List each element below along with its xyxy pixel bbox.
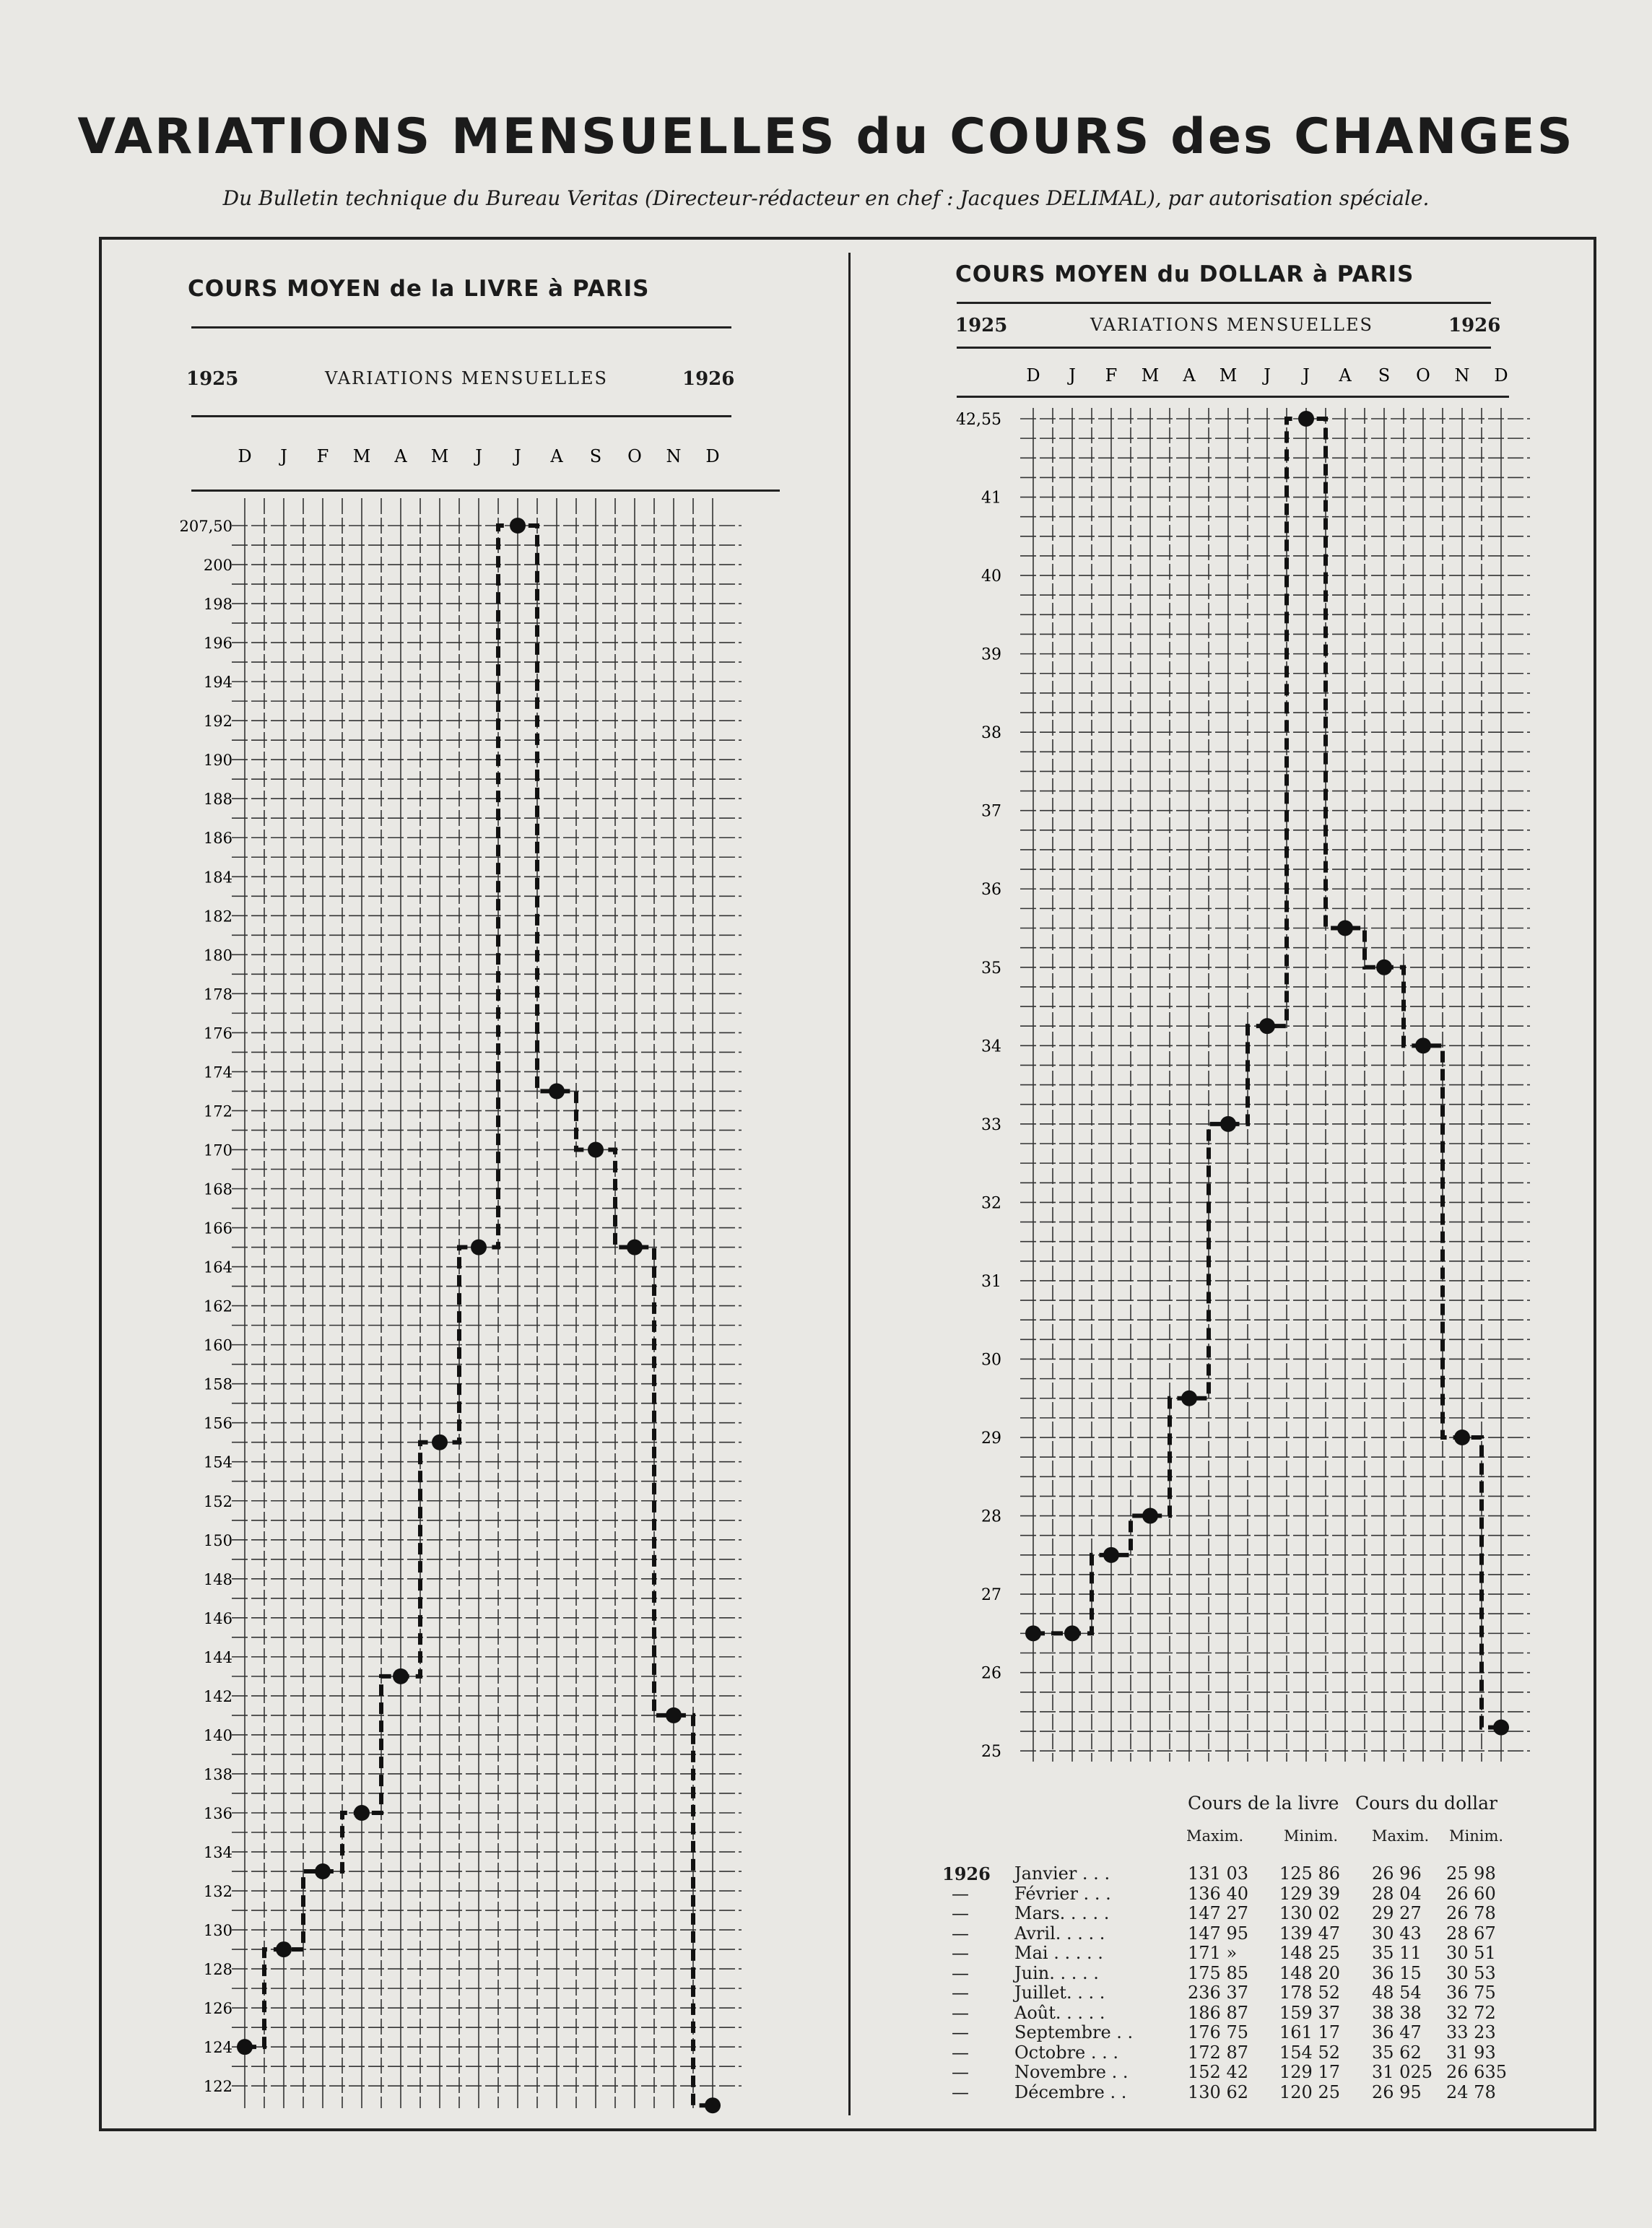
livre-data-point	[237, 2039, 253, 2055]
livre-month-label: J	[475, 446, 482, 466]
dollar-y-tick-label: 26	[981, 1664, 1001, 1683]
table-cell-livre-max: 236 37	[1188, 1983, 1248, 2003]
table-cell-dollar-min: 26 635	[1446, 2062, 1507, 2082]
dollar-month-label: J	[1069, 365, 1076, 386]
livre-data-point	[471, 1240, 487, 1256]
dollar-y-tick-label: 30	[981, 1351, 1001, 1370]
livre-y-tick-label: 200	[203, 557, 232, 575]
livre-month-label: F	[316, 446, 329, 466]
livre-y-tick-label: 198	[203, 596, 232, 614]
table-cell-dollar-min: 31 93	[1446, 2042, 1496, 2063]
dollar-y-tick-label: 25	[981, 1743, 1001, 1762]
dollar-month-label: O	[1416, 365, 1430, 386]
table-cell-livre-max: 147 95	[1188, 1923, 1248, 1944]
table-cell-month: Mai . . . . .	[1014, 1943, 1103, 1963]
livre-chart-title: COURS MOYEN de la LIVRE à PARIS	[188, 276, 650, 302]
table-cell-dollar-max: 48 54	[1372, 1983, 1422, 2003]
dollar-month-label: M	[1219, 365, 1238, 386]
livre-data-point	[705, 2097, 721, 2113]
livre-y-tick-label: 196	[203, 635, 232, 653]
livre-y-tick-label: 132	[203, 1883, 232, 1901]
livre-y-tick-label: 152	[203, 1492, 232, 1510]
livre-data-point	[510, 518, 526, 534]
livre-y-tick-label: 162	[203, 1297, 232, 1315]
table-cell-month: Octobre . . .	[1014, 2042, 1119, 2063]
table-cell-prefix: —	[952, 1943, 969, 1963]
dollar-data-point	[1454, 1430, 1470, 1445]
livre-y-tick-label: 124	[203, 2039, 232, 2057]
table-cell-month: Juillet. . . .	[1014, 1983, 1105, 2003]
livre-y-tick-label: 122	[203, 2078, 232, 2096]
livre-y-tick-label: 164	[203, 1258, 232, 1276]
livre-y-tick-label: 134	[203, 1844, 232, 1862]
table-col-livre-max: Maxim.	[1186, 1827, 1244, 1845]
dollar-data-point	[1025, 1625, 1041, 1641]
table-cell-dollar-min: 25 98	[1446, 1863, 1496, 1884]
livre-y-tick-label: 168	[203, 1180, 232, 1198]
livre-y-tick-label: 138	[203, 1765, 232, 1783]
livre-y-tick-label: 176	[203, 1024, 232, 1043]
table-cell-month: Février . . .	[1014, 1883, 1111, 1904]
table-cell-livre-max: 147 27	[1188, 1903, 1248, 1923]
dollar-y-tick-label: 29	[981, 1430, 1001, 1448]
table-cell-month: Août. . . . .	[1014, 2002, 1105, 2023]
livre-y-tick-label: 130	[203, 1922, 232, 1940]
dollar-month-label: D	[1026, 365, 1040, 386]
dollar-y-tick-label: 34	[981, 1037, 1001, 1056]
table-cell-livre-min: 125 86	[1279, 1863, 1340, 1884]
livre-data-point	[627, 1240, 643, 1256]
livre-month-label: N	[666, 446, 682, 466]
table-cell-dollar-max: 35 62	[1372, 2042, 1422, 2063]
dollar-data-point	[1415, 1037, 1431, 1053]
livre-y-tick-label: 126	[203, 2000, 232, 2018]
table-cell-month: Novembre . .	[1014, 2062, 1129, 2082]
dollar-month-label: D	[1494, 365, 1508, 386]
table-cell-month: Décembre . .	[1014, 2081, 1127, 2102]
dollar-data-point	[1493, 1720, 1509, 1736]
table-cell-dollar-max: 26 96	[1372, 1863, 1422, 1884]
table-cell-livre-max: 186 87	[1188, 2002, 1248, 2023]
dollar-y-tick-label: 27	[981, 1586, 1001, 1605]
page-title: VARIATIONS MENSUELLES du COURS des CHANGES	[77, 108, 1575, 165]
dollar-month-label: F	[1105, 365, 1118, 386]
dollar-month-label: N	[1454, 365, 1470, 386]
livre-month-label: A	[394, 446, 407, 466]
livre-month-label: M	[352, 446, 371, 466]
table-cell-prefix: —	[952, 2002, 969, 2023]
table-cell-dollar-min: 30 53	[1446, 1962, 1496, 1983]
table-cell-livre-max: 176 75	[1188, 2022, 1248, 2042]
dollar-month-label: M	[1141, 365, 1160, 386]
table-cell-dollar-max: 31 025	[1372, 2062, 1433, 2082]
table-cell-livre-min: 161 17	[1279, 2022, 1340, 2042]
dollar-y-tick-label: 41	[981, 489, 1001, 508]
dollar-data-point	[1298, 411, 1314, 427]
table-cell-dollar-min: 30 51	[1446, 1943, 1496, 1963]
livre-y-tick-label: 178	[203, 985, 232, 1004]
table-cell-livre-min: 139 47	[1279, 1923, 1340, 1944]
table-cell-prefix: —	[952, 1923, 969, 1944]
table-cell-dollar-max: 35 11	[1372, 1943, 1422, 1963]
livre-y-tick-label: 184	[203, 869, 232, 887]
livre-data-point	[588, 1141, 604, 1157]
dollar-data-point	[1220, 1116, 1236, 1132]
table-cell-prefix: —	[952, 2081, 969, 2102]
dollar-y-tick-label: 31	[981, 1272, 1001, 1291]
livre-data-point	[549, 1083, 565, 1099]
livre-y-tick-label: 192	[203, 713, 232, 731]
dollar-year-start: 1925	[955, 315, 1008, 336]
livre-y-tick-label: 188	[203, 791, 232, 809]
dollar-year-end: 1926	[1448, 315, 1501, 336]
table-cell-dollar-min: 28 67	[1446, 1923, 1496, 1944]
table-cell-dollar-max: 36 15	[1372, 1962, 1422, 1983]
dollar-y-tick-label: 35	[981, 959, 1001, 978]
dollar-data-point	[1064, 1625, 1080, 1641]
livre-y-tick-label: 172	[203, 1102, 232, 1120]
table-cell-livre-min: 178 52	[1279, 1983, 1340, 2003]
table-cell-livre-max: 131 03	[1188, 1863, 1248, 1884]
livre-y-tick-label: 186	[203, 830, 232, 848]
livre-month-label: J	[280, 446, 287, 466]
table-col-livre-min: Minim.	[1284, 1827, 1339, 1845]
table-cell-month: Avril. . . . .	[1014, 1923, 1105, 1944]
livre-y-tick-label: 142	[203, 1687, 232, 1705]
table-col-dollar-min: Minim.	[1449, 1827, 1504, 1845]
table-group-dollar: Cours du dollar	[1355, 1793, 1497, 1814]
table-cell-dollar-min: 33 23	[1446, 2022, 1496, 2042]
dollar-y-tick-label: 38	[981, 724, 1001, 743]
livre-data-point	[315, 1863, 331, 1879]
table-cell-livre-max: 172 87	[1188, 2042, 1248, 2063]
livre-y-tick-label: 148	[203, 1570, 232, 1588]
livre-y-tick-label: 170	[203, 1141, 232, 1159]
livre-y-tick-label: 156	[203, 1414, 232, 1432]
table-cell-dollar-min: 36 75	[1446, 1983, 1496, 2003]
livre-y-tick-label: 174	[203, 1063, 232, 1082]
table-cell-dollar-max: 28 04	[1372, 1883, 1422, 1904]
table-cell-livre-min: 129 39	[1279, 1883, 1340, 1904]
livre-y-tick-label: 166	[203, 1219, 232, 1237]
livre-month-label: M	[430, 446, 449, 466]
table-cell-prefix: —	[952, 1983, 969, 2003]
dollar-month-label: A	[1339, 365, 1352, 386]
dollar-month-label: J	[1264, 365, 1271, 386]
livre-month-label: J	[514, 446, 521, 466]
table-cell-livre-min: 154 52	[1279, 2042, 1340, 2063]
livre-data-point	[666, 1707, 682, 1723]
livre-y-tick-label: 140	[203, 1726, 232, 1744]
table-cell-dollar-min: 24 78	[1446, 2081, 1496, 2102]
table-cell-livre-max: 152 42	[1188, 2062, 1248, 2082]
dollar-y-tick-label: 39	[981, 645, 1001, 664]
table-cell-livre-min: 148 20	[1279, 1962, 1340, 1983]
livre-y-tick-label: 158	[203, 1375, 232, 1393]
livre-subtitle: VARIATIONS MENSUELLES	[325, 368, 608, 388]
dollar-month-label: J	[1303, 365, 1310, 386]
livre-y-tick-label: 190	[203, 752, 232, 770]
dollar-chart-title: COURS MOYEN du DOLLAR à PARIS	[955, 261, 1414, 287]
table-cell-month: Septembre . .	[1014, 2022, 1134, 2042]
livre-month-label: O	[627, 446, 642, 466]
livre-month-label: D	[705, 446, 720, 466]
livre-y-tick-label: 136	[203, 1804, 232, 1822]
dollar-data-point	[1142, 1508, 1158, 1524]
livre-y-tick-label: 182	[203, 908, 232, 926]
dollar-month-label: S	[1378, 365, 1391, 386]
livre-y-tick-label: 146	[203, 1609, 232, 1627]
livre-y-tick-label: 150	[203, 1531, 232, 1549]
dollar-data-point	[1103, 1547, 1119, 1563]
table-cell-prefix: —	[952, 2042, 969, 2063]
table-cell-month: Janvier . . .	[1014, 1863, 1110, 1884]
livre-month-label: S	[589, 446, 602, 466]
dollar-y-tick-label: 40	[981, 567, 1001, 586]
dollar-y-tick-label: 42,55	[956, 411, 1001, 429]
table-cell-livre-min: 159 37	[1279, 2002, 1340, 2023]
dollar-data-point	[1259, 1018, 1275, 1034]
table-cell-dollar-max: 38 38	[1372, 2002, 1422, 2023]
livre-data-point	[276, 1941, 292, 1957]
livre-data-point	[354, 1805, 370, 1821]
table-cell-dollar-min: 32 72	[1446, 2002, 1496, 2023]
livre-month-label: D	[238, 446, 252, 466]
table-cell-dollar-max: 30 43	[1372, 1923, 1422, 1944]
table-cell-prefix: —	[952, 1903, 969, 1923]
dollar-data-point	[1337, 921, 1353, 936]
livre-month-label: A	[550, 446, 563, 466]
dollar-y-tick-label: 33	[981, 1115, 1001, 1134]
dollar-month-label: A	[1183, 365, 1196, 386]
table-cell-livre-min: 129 17	[1279, 2062, 1340, 2082]
table-cell-month: Mars. . . . .	[1014, 1903, 1110, 1923]
livre-y-tick-label: 160	[203, 1336, 232, 1354]
livre-data-point	[432, 1435, 448, 1450]
dollar-data-point	[1181, 1391, 1197, 1406]
table-cell-prefix: —	[952, 1883, 969, 1904]
table-cell-prefix: —	[952, 1962, 969, 1983]
dollar-y-tick-label: 36	[981, 881, 1001, 900]
livre-data-point	[393, 1668, 409, 1684]
table-cell-livre-min: 130 02	[1279, 1903, 1340, 1923]
livre-y-tick-label: 144	[203, 1648, 232, 1666]
page-subtitle: Du Bulletin technique du Bureau Veritas (Directeur-rédacteur en chef : Jacques DELIMAL), par autorisation spéciale.	[222, 186, 1430, 210]
table-cell-livre-max: 171 »	[1188, 1943, 1238, 1963]
livre-year-start: 1925	[186, 368, 239, 390]
dollar-y-tick-label: 28	[981, 1507, 1001, 1526]
table-cell-prefix: —	[952, 2062, 969, 2082]
table-cell-livre-max: 175 85	[1188, 1962, 1248, 1983]
dollar-y-tick-label: 32	[981, 1194, 1001, 1213]
livre-y-tick-label: 194	[203, 674, 232, 692]
table-cell-prefix: —	[952, 2022, 969, 2042]
table-cell-livre-min: 120 25	[1279, 2081, 1340, 2102]
table-cell-livre-max: 130 62	[1188, 2081, 1248, 2102]
table-cell-dollar-max: 36 47	[1372, 2022, 1422, 2042]
livre-y-tick-label: 180	[203, 947, 232, 965]
table-col-dollar-max: Maxim.	[1372, 1827, 1430, 1845]
livre-year-end: 1926	[682, 368, 735, 390]
dollar-data-point	[1376, 959, 1392, 975]
table-cell-dollar-min: 26 60	[1446, 1883, 1496, 1904]
table-cell-livre-min: 148 25	[1279, 1943, 1340, 1963]
table-cell-dollar-max: 26 95	[1372, 2081, 1422, 2102]
dollar-subtitle: VARIATIONS MENSUELLES	[1090, 315, 1373, 335]
table-cell-livre-max: 136 40	[1188, 1883, 1248, 1904]
dollar-y-tick-label: 37	[981, 802, 1001, 821]
table-group-livre: Cours de la livre	[1188, 1793, 1339, 1814]
table-cell-dollar-max: 29 27	[1372, 1903, 1422, 1923]
livre-y-tick-label: 207,50	[179, 518, 232, 535]
table-cell-month: Juin. . . . .	[1014, 1962, 1099, 1983]
table-cell-prefix: 1926	[942, 1863, 991, 1884]
table-cell-dollar-min: 26 78	[1446, 1903, 1496, 1923]
livre-y-tick-label: 154	[203, 1453, 232, 1471]
livre-y-tick-label: 128	[203, 1961, 232, 1979]
